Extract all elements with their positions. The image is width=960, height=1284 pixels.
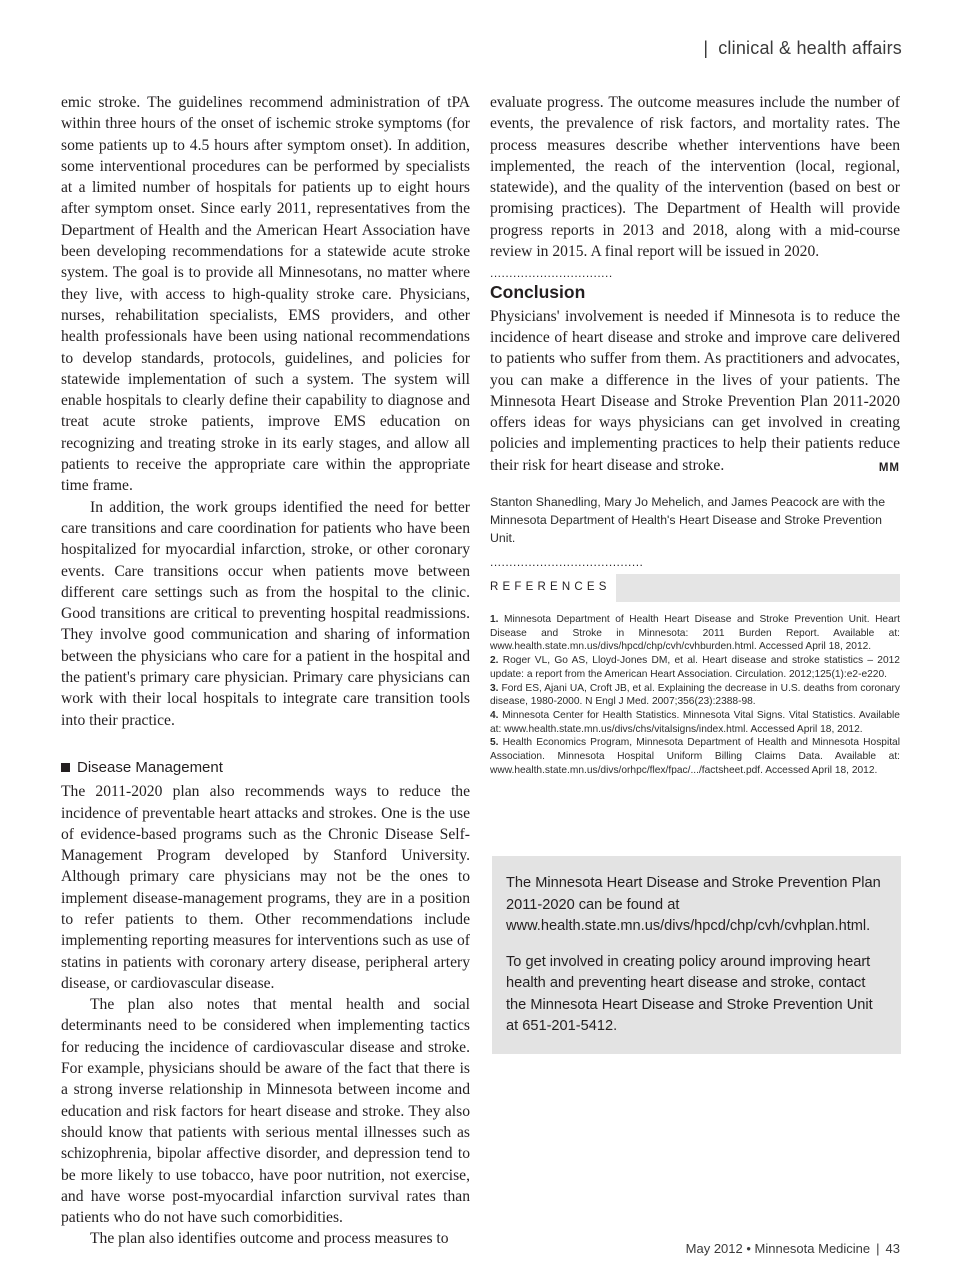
subhead-label: Disease Management (77, 758, 223, 776)
body-paragraph: emic stroke. The guidelines recommend administration of tPA within three hours of the onset of ischemic stroke symptoms (for some patients up to 4.5 hours after symptom onset). In addition, some interventional procedures can be performed by specialists at a limited number of hospitals for patients up to eight hours after symptom onset. Since early 2011, representatives from the Department of Health and the American Heart Association have been developing recommendations for a statewide acute stroke system. The goal is to provide all Minnesotans, no matter where they live, with access to high-quality stroke care. Physicians, nurses, rehabilitation specialists, EMS providers, and other health professionals have been using national recommendations to develop standards, protocols, guidelines, and policies for statewide implementation of such a system. The system will enable hospitals to clearly define their capability to diagnose and treat acute stroke patients, improve EMS education on recognizing and treating stroke in its early stages, and allow all patients to receive the appropriate care within the appropriate time frame. (61, 94, 470, 495)
references-header (490, 574, 900, 602)
references-label: REFERENCES (490, 581, 611, 594)
references-list (490, 613, 900, 777)
body-paragraph: evaluate progress. The outcome measures include the number of events, the prevalence of risk factors, and mortality rates. The process measures describe whether interventions have been implemented, the reach of the intervention (local, regional, statewide), and the quality of the intervention (based on best or promising practices). The Department of Health will provide progress reports in 2013 and 2018, along with a mid-course review in 2015. A final report will be issued in 2020. (490, 94, 900, 261)
reference-item: 5. Health Economics Program, Minnesota Department of Health and Minnesota Hospital Association. Minnesota Hospital Uniform Billing Claims Data. Available at: www.health.state.mn.us/divs/orhpc/flex/fpac/.../factsheet.pdf. Accessed April 18, 2012. (490, 737, 900, 776)
right-column (490, 92, 900, 777)
conclusion-heading: Conclusion (490, 282, 586, 303)
subhead-disease-management (61, 757, 470, 778)
footer-divider: | (876, 1241, 880, 1256)
reference-item: 2. Roger VL, Go AS, Lloyd-Jones DM, et al. Heart disease and stroke statistics – 2012 update: a report from the American Heart Association. Circulation. 2012;125(1):e2-e220. (490, 655, 900, 680)
bullet-square-icon (61, 763, 70, 772)
dotted-rule: ........................................ (490, 555, 644, 570)
author-note: Stanton Shanedling, Mary Jo Mehelich, and James Peacock are with the Minnesota Department of Health's Heart Disease and Stroke Prevention Unit. (490, 495, 886, 546)
dotted-rule: ................................ (490, 266, 613, 281)
references-bar (616, 574, 900, 602)
body-paragraph: The plan also identifies outcome and process measures to (90, 1230, 449, 1248)
issue-label: May 2012 • Minnesota Medicine (685, 1241, 871, 1256)
header-divider: | (703, 38, 709, 58)
left-column (61, 92, 470, 1250)
callout-paragraph: The Minnesota Heart Disease and Stroke Prevention Plan 2011-2020 can be found at www.health.state.mn.us/divs/hpcd/chp/cvh/cvhplan.html. (506, 875, 881, 934)
end-mark: MM (878, 461, 900, 474)
section-label: clinical & health affairs (718, 38, 902, 58)
body-paragraph: In addition, the work groups identified the need for better care transitions and care coordination for patients who have been hospitalized for myocardial infarction, stroke, or other coronary events. Care transitions occur when patients move between different care settings such as from the hospital to the clinic. Good transitions are critical to preventing hospital readmissions. They involve good communication and sharing of information between the physicians who care for a patient in the hospital and the patient's primary care physician. Primary care physicians can work with their local hospitals to integrate care transition tools into their practice. (61, 498, 470, 729)
callout-paragraph: To get involved in creating policy around improving heart health and preventing heart disease and stroke, contact the Minnesota Heart Disease and Stroke Prevention Unit at 651-201-5412. (506, 953, 873, 1034)
conclusion-text: Physicians' involvement is needed if Minnesota is to reduce the incidence of heart disease and stroke and improve care delivered to patients who suffer from them. As practitioners and advocates, you can make a difference in the lives of your patients. The Minnesota Heart Disease and Stroke Prevention Plan 2011-2020 offers ideas for ways physicians can get involved in creating policies and implementing practices to help their patients reduce their risk for heart disease and stroke. (490, 307, 900, 474)
running-header (703, 38, 902, 59)
reference-item: 1. Minnesota Department of Health Heart Disease and Stroke Prevention Unit. Heart Disease and Stroke in Minnesota: 2011 Burden Report. Available at: www.health.state.mn.us/divs/hpcd/chp/cvh/cvhburden.html. Accessed April 18, 2012. (490, 614, 900, 653)
page-number: 43 (885, 1241, 900, 1256)
conclusion-paragraph (490, 306, 900, 476)
body-paragraph: The 2011-2020 plan also recommends ways to reduce the incidence of preventable heart attacks and strokes. One is the use of evidence-based programs such as the Chronic Disease Self-Management Program developed by Stanford University. Although primary care physicians may not be the ones to implement disease-management programs, they are in a position to refer patients to them. Other recommendations include implementing reporting measures for interventions such as use of statins in patients with coronary artery disease, peripheral artery disease, or cardiovascular disease. (61, 783, 470, 992)
body-paragraph: The plan also notes that mental health and social determinants need to be considered when implementing tactics for reducing the incidence of cardiovascular disease and stroke. For example, physicians should be aware of the fact that there is a strong inverse relationship in Minnesota between income and education and risk factors for heart disease and stroke. They also should know that patients with serious mental illnesses such as schizophrenia, bipolar affective disorder, and depression tend to be more likely to use tobacco, have poor nutrition, not exercise, and have worse post-myocardial infarction survival rates than patients who do not have such comorbidities. (61, 996, 470, 1227)
reference-item: 4. Minnesota Center for Health Statistics. Minnesota Vital Signs. Vital Statistics. Available at: www.health.state.mn.us/divs/chs/vitalsigns/index.html. Accessed April 18, 2012. (490, 709, 900, 735)
info-callout-box (492, 856, 901, 1054)
reference-item: 3. Ford ES, Ajani UA, Croft JB, et al. Explaining the decrease in U.S. deaths from coronary disease, 1980-2000. N Engl J Med. 2007;356(23):2388-98. (490, 682, 900, 708)
page-footer (686, 1241, 900, 1256)
